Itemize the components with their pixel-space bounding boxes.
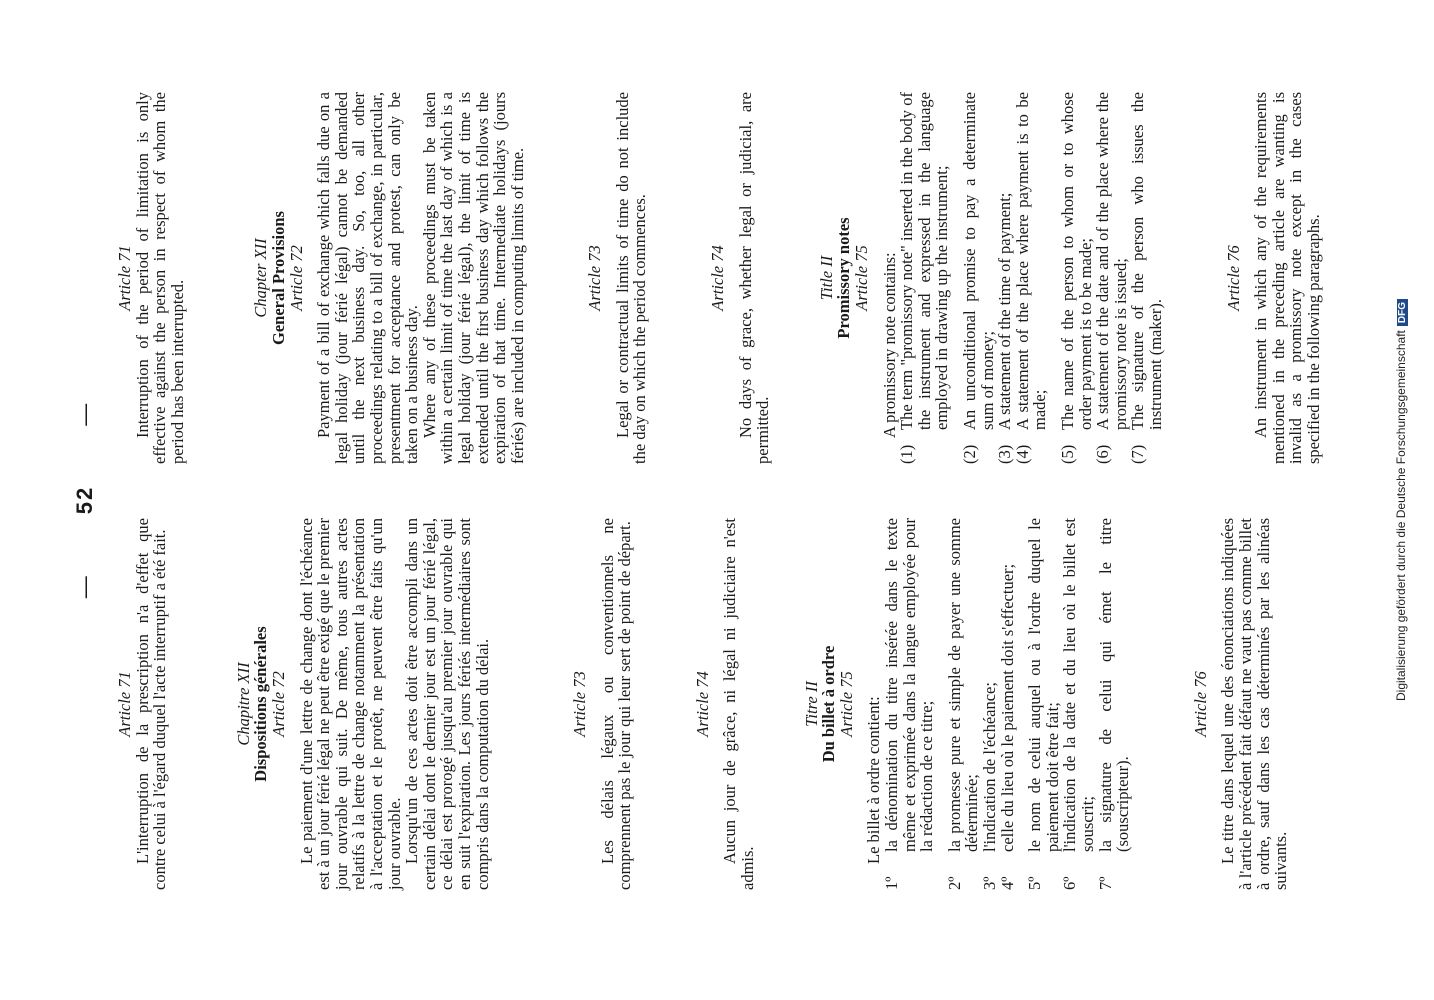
en-article-75-intro: A promissory note contains: [879,252,899,438]
fr-article-75-title: Article 75 [836,671,856,737]
fr-article-71-title: Article 71 [115,671,134,737]
en-article-76-text: An instrument in which any of the requirements mentioned in the preceding article are wanting is invalid as a promissory note except in the cases specified in the following paragraphs. [1251,92,1323,464]
en-list-item [1094,92,1129,464]
fr-list-number: 6º [1060,876,1080,890]
en-article-75-title: Article 75 [852,245,872,311]
en-article-72-para-1: Payment of a bill of exchange which falls due on a legal holiday (jour férié légal) cannot be demanded until the next business day. So, too, all other proceedings relating to a bill of exchange, in particular, presentment for acceptance and protest, can only be taken on a business day. [314,92,422,464]
en-list-number: (4) [1012,444,1032,464]
en-list-text: An unconditional promise to pay a determinate sum of money; [960,92,997,430]
en-article-71-title: Article 71 [115,245,134,311]
en-article-72-para-2: Where any of these proceedings must be taken within a certain limit of time the last day of which is a legal holiday (jour férié légal), the limit of time is extended until the first business day which follows the expiration of that time. Intermediate holidays (jours fériés) are included in computing limits of time. [419,92,527,464]
fr-article-72-para-2: Lorsqu'un de ces actes doit être accompli dans un certain délai dont le dernier jour est un jour férié légal, ce délai est prorogé jusqu'au premier jour ouvrable qui en suit l'expiration. Les jours fériés intermédiaires sont compris dans la computation du délai. [402,518,492,890]
en-list-number: (5) [1057,444,1077,464]
fr-article-74-title: Article 74 [692,671,712,737]
en-list-item [1059,92,1094,464]
en-list-item [1129,92,1164,464]
fr-list-item [1097,518,1132,890]
en-article-72-title: Article 72 [286,245,306,311]
fr-list-number: 1º [882,876,902,890]
fr-article-76-title: Article 76 [1190,671,1210,737]
fr-article-72-title: Article 72 [268,671,288,737]
fr-list-item [1061,518,1096,890]
en-list-number: (7) [1128,444,1148,464]
en-list-text: A statement of the place where payment is to be made; [1012,92,1050,430]
fr-list-text: le nom de celui auquel ou à l'ordre duquel le paiement doit être fait; [1025,518,1062,852]
en-list-text: The term "promissory note" inserted in the body of the instrument and expressed in the language employed in drawing up the instrument; [897,92,952,430]
en-list-item [996,92,1014,464]
en-list-number: (1) [897,444,917,464]
en-list-number: (3) [995,444,1015,464]
en-list-text: The signature of the person who issues the instrument (maker). [1128,92,1165,430]
fr-list-item [883,518,936,890]
english-column [102,92,1323,464]
en-article-74-title: Article 74 [708,245,728,311]
fr-list-number: 3º [980,876,999,890]
fr-list-text: celle du lieu où le paiement doit s'effectuer; [997,563,1017,852]
en-article-73-text: Legal or contractual limits of time do not include the day on which the period commences. [612,92,650,464]
dfg-logo: DFG [1397,299,1408,326]
page-dash-right: — [72,401,97,426]
fr-list-item [946,518,981,890]
en-title-heading: Promissory notes [834,217,854,339]
fr-list-text: la signature de celui qui émet le titre (souscripteur). [1095,518,1133,852]
en-article-73-title: Article 73 [585,245,605,311]
en-list-text: A statement of the date and of the place where the promissory note is issued; [1093,92,1130,430]
fr-article-71-text: L'interruption de la prescription n'a d'effet que contre celui à l'égard duquel l'acte interruptif a été fait. [132,518,170,890]
french-column [102,518,1290,890]
page-dash-left: — [72,574,97,599]
fr-chapter-heading: Dispositions générales [251,626,271,782]
en-list-item [1014,92,1049,464]
en-article-76-title: Article 76 [1223,245,1243,311]
en-list-item [898,92,951,464]
fr-article-73-title: Article 73 [570,671,590,737]
fr-chapter-title: Chapitre XII [233,662,253,746]
fr-list-number: 4º [997,876,1017,890]
fr-list-item [999,518,1017,890]
digitization-footer [1394,0,1408,1000]
en-list-text: The name of the person to whom or to whose order payment is to be made; [1057,92,1095,430]
fr-list-text: la dénomination du titre insérée dans le texte même et exprimée dans la langue employée pour la rédaction de ce titre; [882,518,937,852]
fr-title-heading: Du billet à ordre [819,645,839,763]
en-article-71-text: Interruption of the period of limitation is only effective against the person in respect of whom the period has been interrupted. [132,92,187,464]
en-list-text: A statement of the time of payment; [995,192,1015,430]
fr-article-75-intro: Le billet à ordre contient: [864,696,884,864]
fr-list-number: 2º [944,876,964,890]
page-number: 52 [72,485,97,515]
en-list-number: (2) [960,444,979,464]
fr-list-text: l'indication de l'échéance; [980,682,999,852]
en-list-number: (6) [1093,444,1113,464]
en-chapter-heading: General Provisions [268,211,288,345]
en-article-74-text: No days of grace, whether legal or judicial, are permitted. [735,92,773,464]
en-list-item [961,92,996,464]
en-title-label: Title II [816,255,836,301]
page-number-line [72,0,98,1000]
footer-text: Digitalisierung gefördert durch die Deutsche Forschungsgemeinschaft [1394,330,1408,701]
fr-list-text: la promesse pure et simple de payer une somme déterminée; [944,518,982,852]
fr-list-item [981,518,999,890]
fr-article-74-text: Aucun jour de grâce, ni légal ni judiciaire n'est admis. [720,518,758,890]
fr-article-73-text: Les délais légaux ou conventionnels ne comprennent pas le jour qui leur sert de point de départ. [597,518,635,890]
fr-list-item [1026,518,1061,890]
fr-title-label: Titre II [801,681,821,727]
fr-list-text: l'indication de la date et du lieu où le billet est souscrit; [1060,518,1097,852]
fr-list-number: 5º [1025,876,1045,890]
fr-list-number: 7º [1095,876,1115,890]
en-chapter-title: Chapter XII [251,238,271,318]
fr-article-72-para-1: Le paiement d'une lettre de change dont l'échéance est à un jour férié légal ne peut être exigé que le premier jour ouvrable qui suit. De même, tous autres actes relatifs à la lettre de change notamment la présentation à l'acceptation et le protêt, ne peuvent être faits qu'un jour ouvrable. [296,518,404,890]
fr-article-76-text: Le titre dans lequel une des énonciations indiquées à l'article précédent fait défaut ne vaut pas comme billet à ordre, sauf dans les cas déterminés par les alinéas suivants. [1218,518,1291,890]
